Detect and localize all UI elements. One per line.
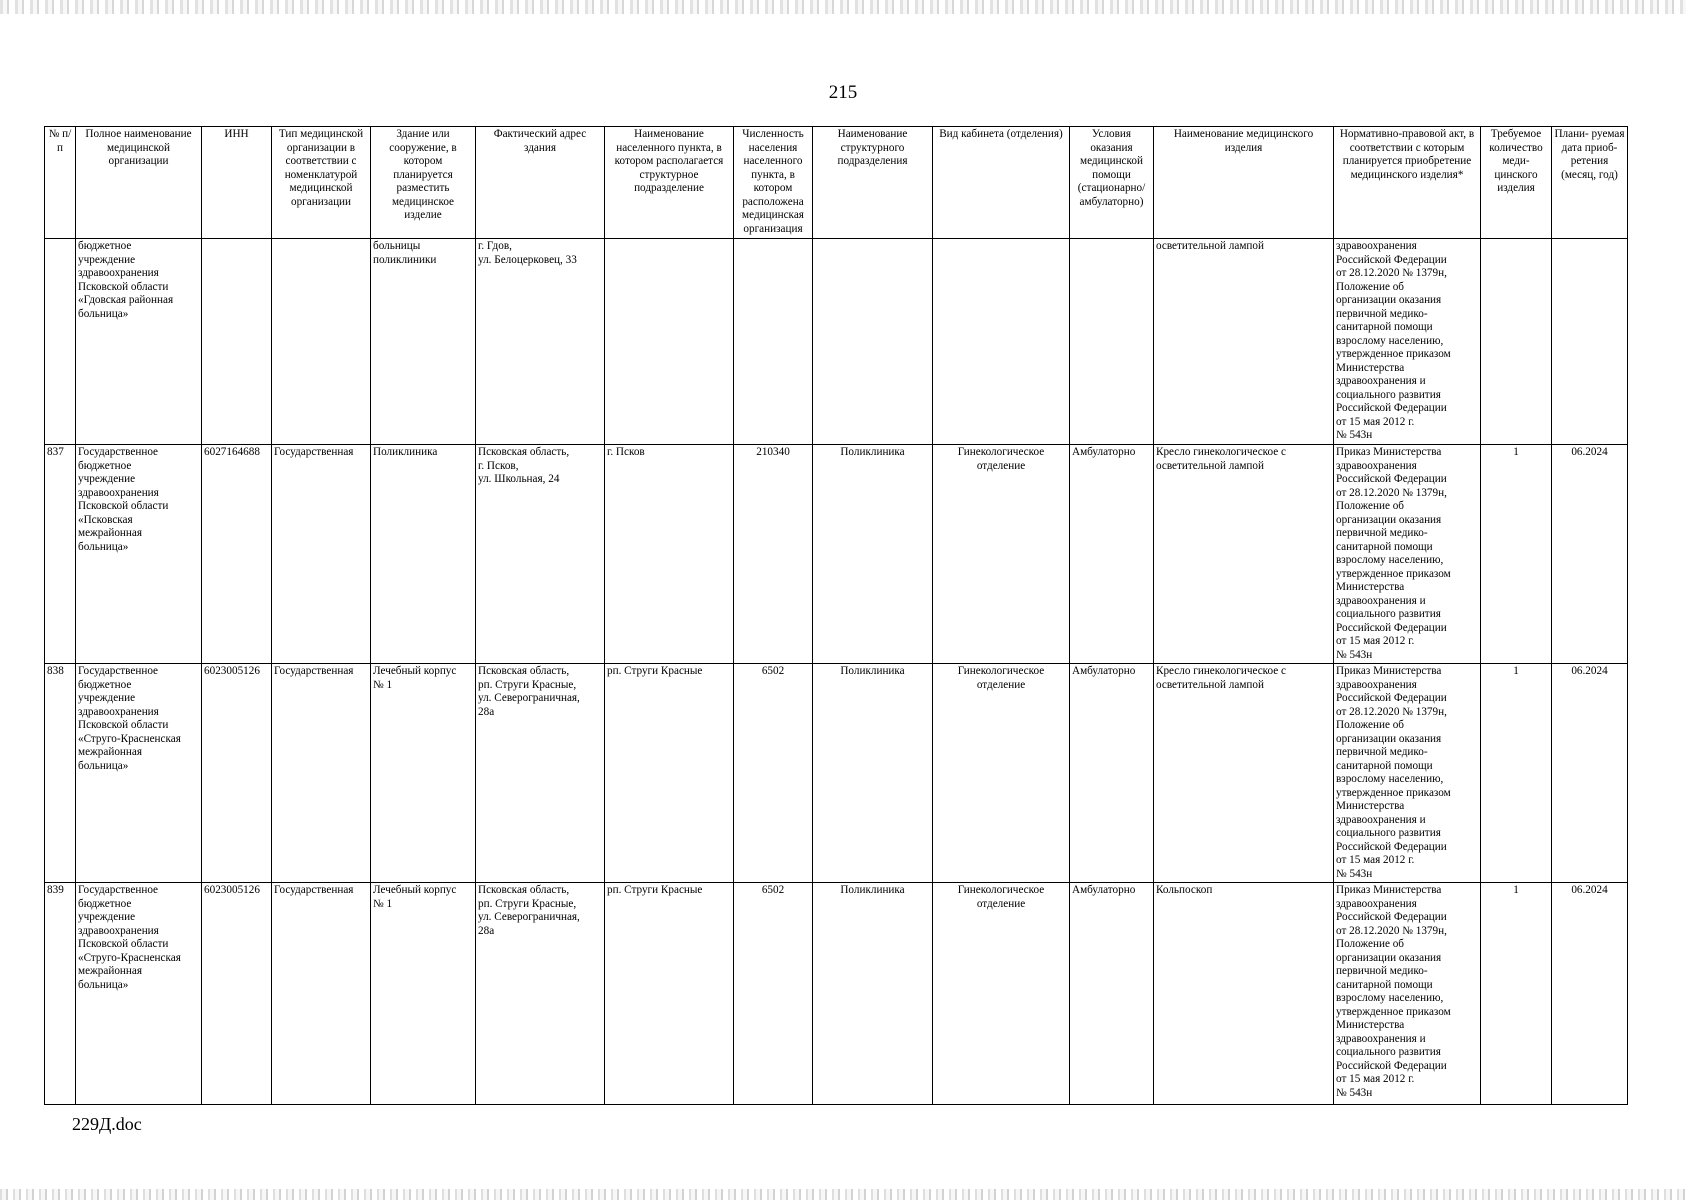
cell-number: 837 [45,445,76,664]
scan-edge-top [0,0,1686,14]
col-header-address: Фактический адрес здания [476,127,605,239]
cell-inn: 6023005126 [202,883,272,1105]
col-header-number: № п/п [45,127,76,239]
page-number: 215 [828,82,858,103]
cell-address: Псковская область, рп. Струги Красные, ул. Северограничная, 28а [476,664,605,883]
col-header-device: Наименование медицинского изделия [1154,127,1334,239]
cell-number: 838 [45,664,76,883]
cell-device: Кольпоскоп [1154,883,1334,1105]
cell-population: 6502 [734,883,813,1105]
col-header-population: Численность населения населенного пункта, в котором расположена медицинская организация [734,127,813,239]
cell-org-type: Государственная [272,445,371,664]
cell-legal-act: Приказ Министерства здравоохранения Российской Федерации от 28.12.2020 № 1379н, Положение об организации оказания первичной медико- санитарной помощи взрослому населению, утвержденное приказом Министерства здравоохранения и социального развития Российской Федерации от 15 мая 2012 г. № 543н [1334,445,1481,664]
cell-address: Псковская область, рп. Струги Красные, ул. Северограничная, 28а [476,883,605,1105]
col-header-unit: Наименование структурного подразделения [813,127,933,239]
cell-unit: Поликлиника [813,664,933,883]
cell-locality: г. Псков [605,445,734,664]
cell-legal-act: здравоохранения Российской Федерации от 28.12.2020 № 1379н, Положение об организации оказания первичной медико- санитарной помощи взрослому населению, утвержденное приказом Министерства здравоохранения и социального развития Российской Федерации от 15 мая 2012 г. № 543н [1334,239,1481,445]
cell-quantity [1481,239,1552,445]
cell-building: Лечебный корпус № 1 [371,883,476,1105]
cell-conditions: Амбулаторно [1070,664,1154,883]
cell-legal-act: Приказ Министерства здравоохранения Российской Федерации от 28.12.2020 № 1379н, Положение об организации оказания первичной медико- санитарной помощи взрослому населению, утвержденное приказом Министерства здравоохранения и социального развития Российской Федерации от 15 мая 2012 г. № 543н [1334,883,1481,1105]
cell-building: больницы поликлиники [371,239,476,445]
cell-device: Кресло гинекологическое с осветительной лампой [1154,664,1334,883]
scan-edge-bottom [0,1189,1686,1200]
cell-date [1552,239,1628,445]
cell-organization: Государственное бюджетное учреждение здравоохранения Псковской области «Струго-Красненская межрайонная больница» [76,664,202,883]
cell-quantity: 1 [1481,883,1552,1105]
cell-locality [605,239,734,445]
cell-population: 6502 [734,664,813,883]
col-header-cabinet: Вид кабинета (отделения) [933,127,1070,239]
cell-locality: рп. Струги Красные [605,883,734,1105]
cell-date: 06.2024 [1552,883,1628,1105]
cell-conditions: Амбулаторно [1070,883,1154,1105]
cell-inn [202,239,272,445]
cell-org-type [272,239,371,445]
table-row [45,883,1628,1105]
cell-building: Поликлиника [371,445,476,664]
col-header-legal-act: Нормативно-правовой акт, в соответствии с которым планируется приобретение медицинского изделия* [1334,127,1481,239]
col-header-inn: ИНН [202,127,272,239]
cell-org-type: Государственная [272,664,371,883]
table-row [45,445,1628,664]
cell-building: Лечебный корпус № 1 [371,664,476,883]
col-header-conditions: Условия оказания медицинской помощи (стационарно/ амбулаторно) [1070,127,1154,239]
table-row [45,239,1628,445]
cell-org-type: Государственная [272,883,371,1105]
cell-cabinet: Гинекологическое отделение [933,664,1070,883]
cell-date: 06.2024 [1552,445,1628,664]
cell-number: 839 [45,883,76,1105]
cell-organization: Государственное бюджетное учреждение здравоохранения Псковской области «Струго-Красненская межрайонная больница» [76,883,202,1105]
cell-organization: Государственное бюджетное учреждение здравоохранения Псковской области «Псковская межрайонная больница» [76,445,202,664]
cell-conditions: Амбулаторно [1070,445,1154,664]
cell-population [734,239,813,445]
cell-number [45,239,76,445]
col-header-organization: Полное наименование медицинской организации [76,127,202,239]
cell-device: осветительной лампой [1154,239,1334,445]
cell-device: Кресло гинекологическое с осветительной лампой [1154,445,1334,664]
col-header-date: Плани- руемая дата приоб- ретения (месяц, год) [1552,127,1628,239]
cell-inn: 6027164688 [202,445,272,664]
cell-conditions [1070,239,1154,445]
cell-date: 06.2024 [1552,664,1628,883]
cell-population: 210340 [734,445,813,664]
cell-locality: рп. Струги Красные [605,664,734,883]
col-header-locality: Наименование населенного пункта, в котором располагается структурное подразделение [605,127,734,239]
cell-legal-act: Приказ Министерства здравоохранения Российской Федерации от 28.12.2020 № 1379н, Положение об организации оказания первичной медико- санитарной помощи взрослому населению, утвержденное приказом Министерства здравоохранения и социального развития Российской Федерации от 15 мая 2012 г. № 543н [1334,664,1481,883]
cell-quantity: 1 [1481,445,1552,664]
cell-quantity: 1 [1481,664,1552,883]
col-header-quantity: Требуемое количество меди- цинского изделия [1481,127,1552,239]
equipment-register-table [44,126,1628,1105]
cell-cabinet [933,239,1070,445]
cell-inn: 6023005126 [202,664,272,883]
cell-organization: бюджетное учреждение здравоохранения Псковской области «Гдовская районная больница» [76,239,202,445]
col-header-org-type: Тип медицинской организации в соответствии с номенклатурой медицинской организации [272,127,371,239]
cell-unit [813,239,933,445]
cell-address: г. Гдов, ул. Белоцерковец, 33 [476,239,605,445]
cell-unit: Поликлиника [813,445,933,664]
footer-filename: 229Д.doc [72,1114,142,1134]
cell-address: Псковская область, г. Псков, ул. Школьная, 24 [476,445,605,664]
col-header-building: Здание или сооружение, в котором планируется разместить медицинское изделие [371,127,476,239]
cell-cabinet: Гинекологическое отделение [933,883,1070,1105]
cell-cabinet: Гинекологическое отделение [933,445,1070,664]
table-row [45,664,1628,883]
table-header-row [45,127,1628,239]
cell-unit: Поликлиника [813,883,933,1105]
